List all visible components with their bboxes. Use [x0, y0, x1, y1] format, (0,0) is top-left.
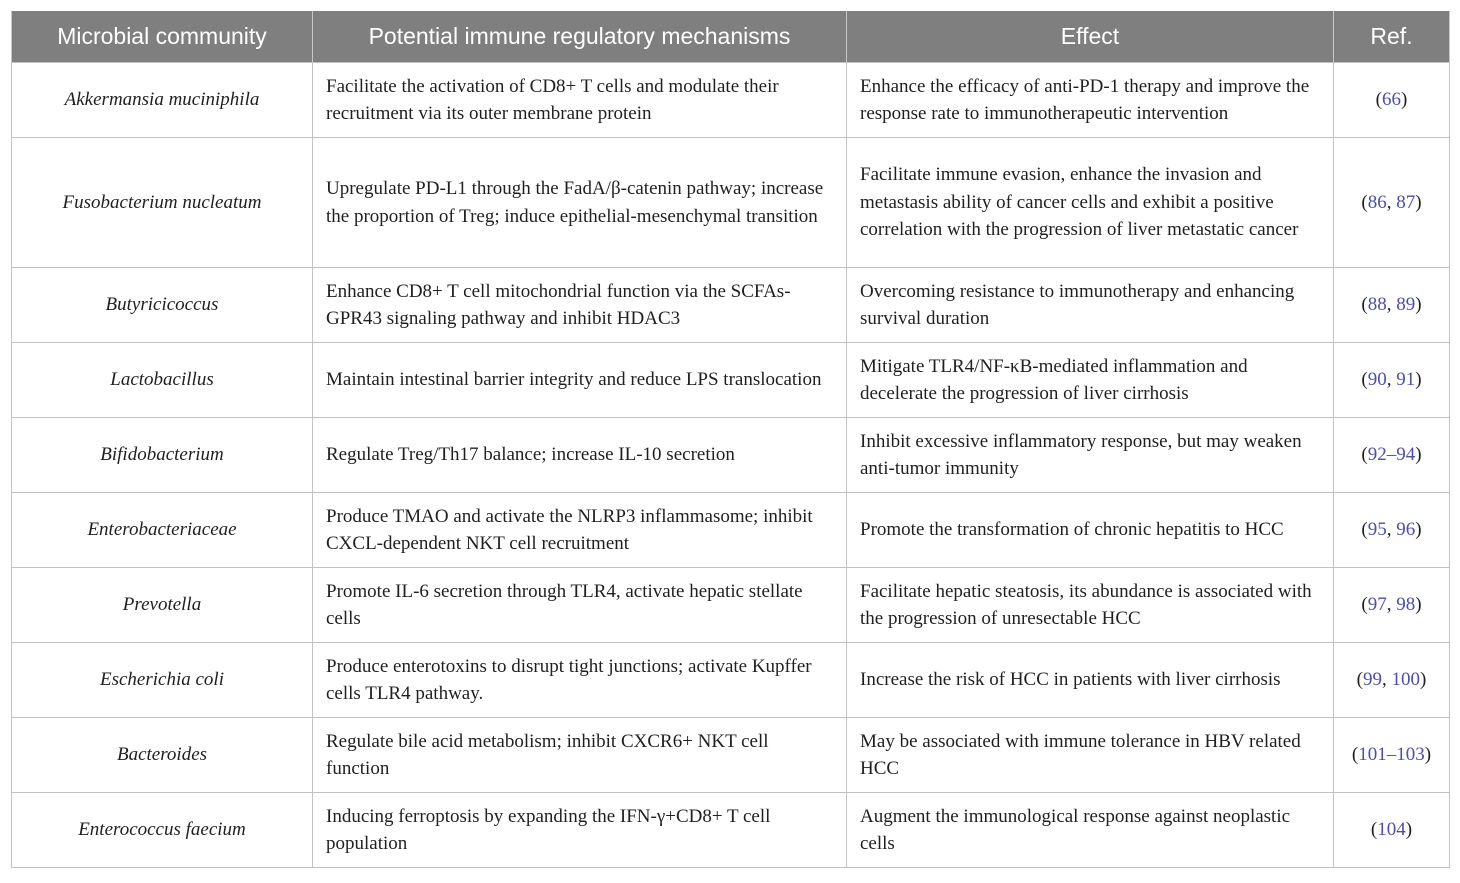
table-row	[12, 268, 1450, 343]
organism-cell: Escherichia coli	[12, 643, 313, 718]
effect-cell: Enhance the efficacy of anti-PD-1 therapy and improve the response rate to immunotherapeutic intervention	[847, 63, 1334, 138]
mechanism-cell: Regulate bile acid metabolism; inhibit CXCR6+ NKT cell function	[313, 718, 847, 793]
table-row	[12, 793, 1450, 868]
organism-cell: Akkermansia muciniphila	[12, 63, 313, 138]
ref-open-paren: (	[1361, 369, 1368, 391]
ref-close-paren: )	[1415, 519, 1422, 541]
mechanism-cell: Regulate Treg/Th17 balance; increase IL-10 secretion	[313, 418, 847, 493]
ref-separator: ,	[1386, 369, 1397, 391]
ref-cell	[1334, 643, 1450, 718]
ref-link[interactable]: 86	[1367, 191, 1387, 213]
ref-open-paren: (	[1361, 519, 1368, 541]
effect-cell: Inhibit excessive inflammatory response, but may weaken anti-tumor immunity	[847, 418, 1334, 493]
header-microbial-community: Microbial community	[12, 11, 313, 63]
effect-cell: Mitigate TLR4/NF-κB-mediated inflammation and decelerate the progression of liver cirrhosis	[847, 343, 1334, 418]
ref-close-paren: )	[1401, 89, 1408, 111]
ref-link[interactable]: 98	[1396, 594, 1416, 616]
ref-open-paren: (	[1370, 819, 1378, 841]
ref-open-paren: (	[1361, 294, 1368, 316]
organism-cell: Enterococcus faecium	[12, 793, 313, 868]
ref-separator: ,	[1386, 594, 1397, 616]
ref-link[interactable]: 92–94	[1367, 444, 1416, 466]
ref-separator: ,	[1386, 294, 1397, 316]
table-row	[12, 718, 1450, 793]
ref-separator: ,	[1386, 191, 1397, 213]
ref-close-paren: )	[1405, 819, 1413, 841]
ref-link[interactable]: 89	[1396, 294, 1416, 316]
organism-cell: Bifidobacterium	[12, 418, 313, 493]
header-ref: Ref.	[1334, 11, 1450, 63]
mechanism-cell: Upregulate PD-L1 through the FadA/β-catenin pathway; increase the proportion of Treg; induce epithelial-mesenchymal transition	[313, 138, 847, 268]
ref-cell	[1334, 568, 1450, 643]
ref-link[interactable]: 95	[1367, 519, 1387, 541]
ref-close-paren: )	[1420, 669, 1427, 691]
mechanism-cell: Inducing ferroptosis by expanding the IFN-γ+CD8+ T cell population	[313, 793, 847, 868]
effect-cell: Overcoming resistance to immunotherapy and enhancing survival duration	[847, 268, 1334, 343]
table-row	[12, 493, 1450, 568]
header-effect: Effect	[847, 11, 1334, 63]
organism-cell: Butyricicoccus	[12, 268, 313, 343]
table-row	[12, 63, 1450, 138]
ref-cell	[1334, 63, 1450, 138]
effect-cell: May be associated with immune tolerance in HBV related HCC	[847, 718, 1334, 793]
ref-cell	[1334, 493, 1450, 568]
ref-cell	[1334, 343, 1450, 418]
ref-open-paren: (	[1361, 594, 1368, 616]
ref-separator: ,	[1386, 519, 1397, 541]
ref-link[interactable]: 88	[1367, 294, 1387, 316]
mechanism-cell: Facilitate the activation of CD8+ T cells and modulate their recruitment via its outer membrane protein	[313, 63, 847, 138]
ref-close-paren: )	[1424, 744, 1432, 766]
ref-link[interactable]: 66	[1382, 89, 1401, 111]
ref-cell	[1334, 418, 1450, 493]
table-row	[12, 138, 1450, 268]
effect-cell: Augment the immunological response against neoplastic cells	[847, 793, 1334, 868]
organism-cell: Lactobacillus	[12, 343, 313, 418]
ref-separator: ,	[1382, 669, 1392, 691]
ref-link[interactable]: 96	[1396, 519, 1416, 541]
mechanism-cell: Enhance CD8+ T cell mitochondrial function via the SCFAs-GPR43 signaling pathway and inhibit HDAC3	[313, 268, 847, 343]
microbiome-immune-table	[11, 11, 1450, 868]
ref-open-paren: (	[1361, 444, 1368, 466]
ref-cell	[1334, 793, 1450, 868]
effect-cell: Promote the transformation of chronic hepatitis to HCC	[847, 493, 1334, 568]
effect-cell: Facilitate hepatic steatosis, its abundance is associated with the progression of unresectable HCC	[847, 568, 1334, 643]
ref-open-paren: (	[1351, 744, 1359, 766]
ref-cell	[1334, 718, 1450, 793]
ref-link[interactable]: 101–103	[1358, 744, 1425, 766]
mechanism-cell: Promote IL-6 secretion through TLR4, activate hepatic stellate cells	[313, 568, 847, 643]
ref-close-paren: )	[1415, 444, 1422, 466]
mechanism-cell: Produce enterotoxins to disrupt tight junctions; activate Kupffer cells TLR4 pathway.	[313, 643, 847, 718]
ref-link[interactable]: 97	[1367, 594, 1387, 616]
organism-cell: Fusobacterium nucleatum	[12, 138, 313, 268]
organism-cell: Bacteroides	[12, 718, 313, 793]
ref-close-paren: )	[1415, 294, 1422, 316]
ref-close-paren: )	[1415, 191, 1422, 213]
mechanism-cell: Produce TMAO and activate the NLRP3 inflammasome; inhibit CXCL-dependent NKT cell recruitment	[313, 493, 847, 568]
header-row	[12, 11, 1450, 63]
ref-link[interactable]: 99	[1363, 669, 1382, 691]
ref-link[interactable]: 87	[1396, 191, 1416, 213]
table-row	[12, 343, 1450, 418]
mechanism-cell: Maintain intestinal barrier integrity and reduce LPS translocation	[313, 343, 847, 418]
ref-link[interactable]: 91	[1396, 369, 1416, 391]
effect-cell: Facilitate immune evasion, enhance the invasion and metastasis ability of cancer cells and exhibit a positive correlation with the progression of liver metastatic cancer	[847, 138, 1334, 268]
table-row	[12, 643, 1450, 718]
effect-cell: Increase the risk of HCC in patients with liver cirrhosis	[847, 643, 1334, 718]
ref-close-paren: )	[1415, 369, 1422, 391]
table-row	[12, 568, 1450, 643]
ref-open-paren: (	[1356, 669, 1363, 691]
header-mechanisms: Potential immune regulatory mechanisms	[313, 11, 847, 63]
table-row	[12, 418, 1450, 493]
ref-close-paren: )	[1415, 594, 1422, 616]
ref-link[interactable]: 90	[1367, 369, 1387, 391]
ref-link[interactable]: 104	[1377, 819, 1406, 841]
organism-cell: Enterobacteriaceae	[12, 493, 313, 568]
ref-open-paren: (	[1375, 89, 1382, 111]
ref-open-paren: (	[1361, 191, 1368, 213]
ref-link[interactable]: 100	[1391, 669, 1420, 691]
ref-cell	[1334, 268, 1450, 343]
organism-cell: Prevotella	[12, 568, 313, 643]
ref-cell	[1334, 138, 1450, 268]
